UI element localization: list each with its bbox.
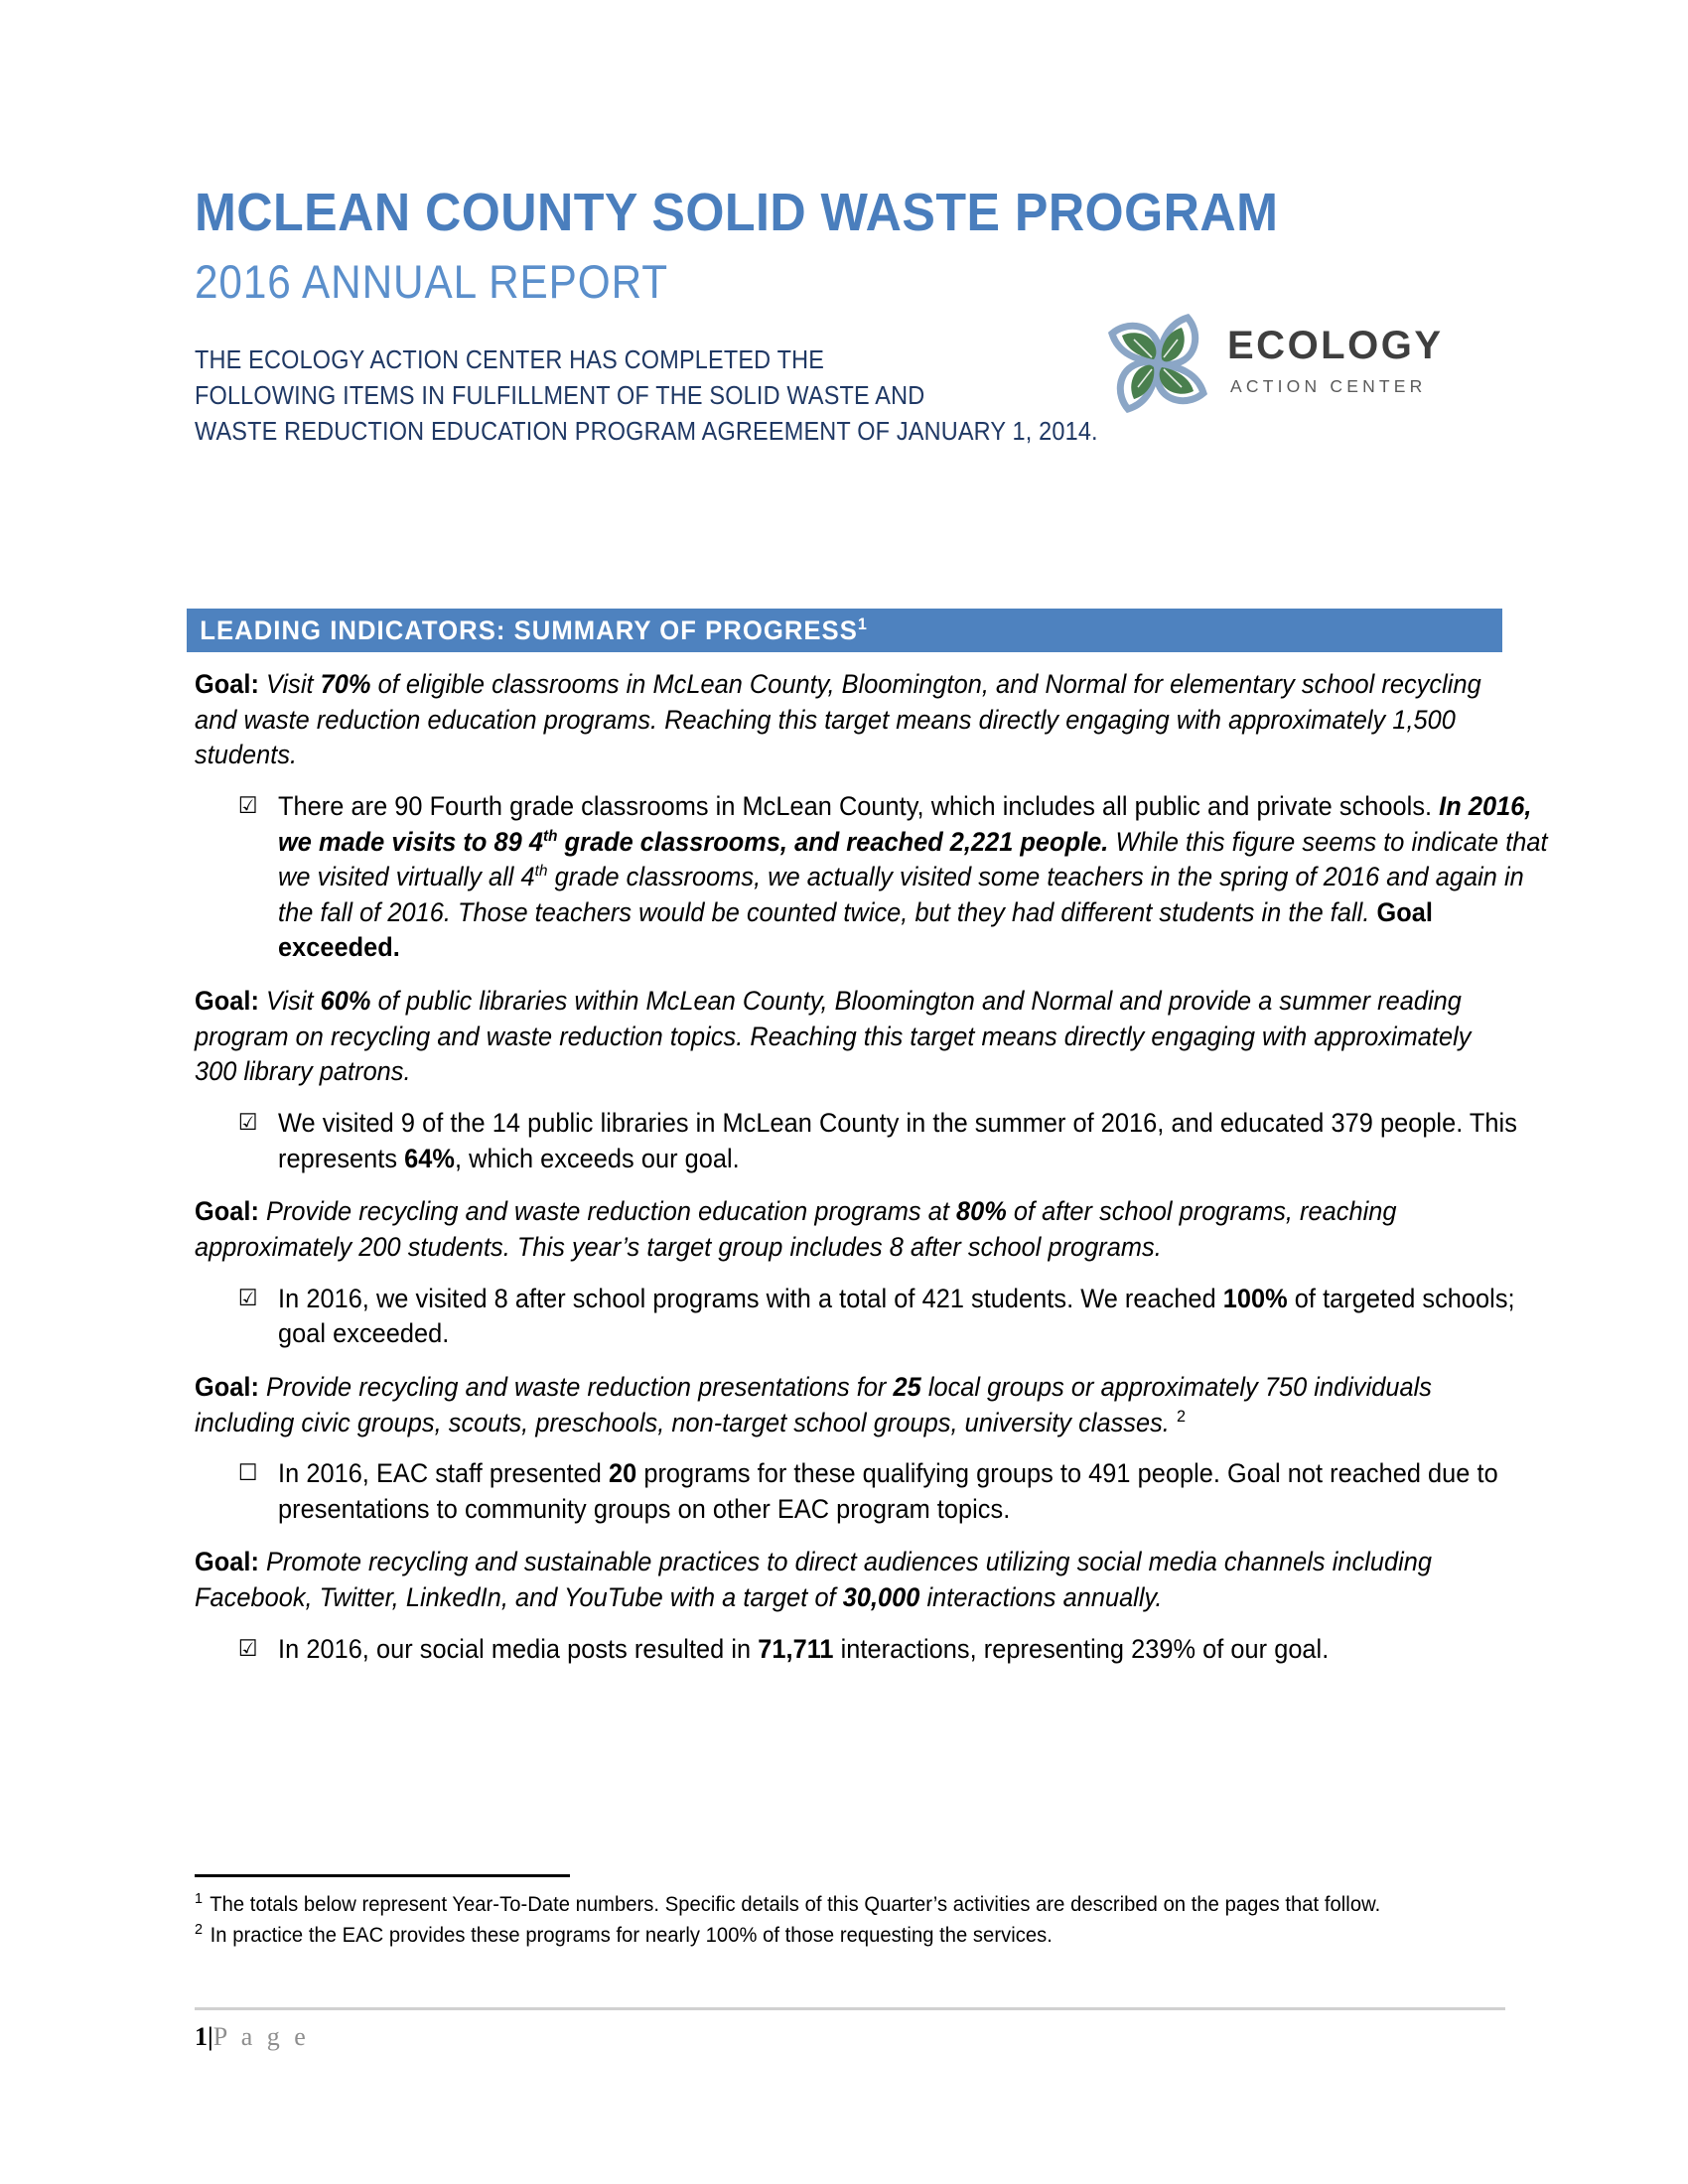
section-heading-label: LEADING INDICATORS: SUMMARY OF PROGRESS bbox=[200, 614, 858, 645]
footnote-separator-rule bbox=[195, 1874, 570, 1877]
footnote-2-marker: 2 bbox=[195, 1920, 204, 1938]
goal-statement: Goal: Visit 70% of eligible classrooms in McLean County, Bloomington, and Normal for elementary school recycling and waste reduction education programs. Reaching this target means directly engaging with approximately 1,500 students. bbox=[195, 669, 1481, 770]
goal-label: Goal: bbox=[195, 1196, 259, 1227]
footnote-1 bbox=[195, 1891, 1504, 1920]
footnote-2-text: In practice the EAC provides these programs for nearly 100% of those requesting the services. bbox=[204, 1923, 1053, 1947]
goal-result-item bbox=[195, 789, 1549, 966]
checkbox-unchecked-icon[interactable]: ☐ bbox=[237, 1460, 258, 1487]
logo-text bbox=[1227, 326, 1444, 396]
goal-label: Goal: bbox=[195, 1371, 259, 1402]
checkbox-checked-icon[interactable]: ☑ bbox=[237, 792, 258, 819]
goal-label: Goal: bbox=[195, 1547, 259, 1577]
page-footer bbox=[195, 2007, 1505, 2052]
page-subtitle: 2016 ANNUAL REPORT bbox=[195, 254, 668, 308]
goal-result-text: In 2016, our social media posts resulted in 71,711 interactions, representing 239% of our goal. bbox=[278, 1633, 1330, 1664]
checkbox-checked-icon[interactable]: ☑ bbox=[237, 1285, 258, 1311]
goal-statement: Goal: Promote recycling and sustainable practices to direct audiences utilizing social media channels including Facebook, Twitter, LinkedIn, and YouTube with a target of 30,000 interactions annually. bbox=[195, 1547, 1433, 1613]
section-heading-bar bbox=[187, 609, 1502, 652]
goal-result-text: In 2016, EAC staff presented 20 programs for these qualifying groups to 491 people. Goal not reached due to presentations to community groups on other EAC program topics. bbox=[278, 1458, 1498, 1524]
section-heading-text bbox=[187, 615, 868, 646]
footer-page-number: 1 bbox=[195, 2022, 208, 2051]
logo-tagline: ACTION CENTER bbox=[1230, 376, 1427, 396]
footnote-1-marker: 1 bbox=[195, 1890, 204, 1907]
footer-separator: | bbox=[208, 2022, 213, 2051]
report-body bbox=[195, 667, 1548, 1685]
goal-result-text: We visited 9 of the 14 public libraries in McLean County in the summer of 2016, and educated 379 people. This represents 64%, which exceeds our goal. bbox=[278, 1108, 1517, 1173]
goal-statement: Goal: Provide recycling and waste reduction presentations for 25 local groups or approximately 750 individuals including civic groups, scouts, preschools, non-target school groups, university classes. $^2$ bbox=[195, 1371, 1433, 1437]
ecology-action-center-logo bbox=[1100, 310, 1487, 429]
goal-result-text: There are 90 Fourth grade classrooms in McLean County, which includes all public and private schools. In 2016, we made visits to 89 4th grade classrooms, and reached 2,221 people. While this figure seems to indicate that we visited virtually all 4th grade classrooms, we actually visited some teachers in the spring of 2016 and again in the fall of 2016. Those teachers would be counted twice, but they had different students in the fall. Goal exceeded. bbox=[278, 790, 1548, 963]
footnote-2 bbox=[195, 1922, 1504, 1951]
header-description-line-3: WASTE REDUCTION EDUCATION PROGRAM AGREEMENT OF JANUARY 1, 2014. bbox=[195, 418, 1098, 447]
goal-statement: Goal: Visit 60% of public libraries within McLean County, Bloomington and Normal and provide a summer reading program on recycling and waste reduction topics. Reaching this target means directly engaging with approximately 300 library patrons. bbox=[195, 986, 1472, 1087]
header-description-line-1: THE ECOLOGY ACTION CENTER HAS COMPLETED THE bbox=[195, 345, 825, 374]
section-heading-footnote-marker: 1 bbox=[857, 614, 868, 633]
footer-rule bbox=[195, 2007, 1505, 2010]
footnote-1-text: The totals below represent Year-To-Date numbers. Specific details of this Quarter’s activities are described on the pages that follow. bbox=[204, 1893, 1381, 1916]
checkbox-checked-icon[interactable]: ☑ bbox=[237, 1110, 258, 1137]
logo-wordmark: ECOLOGY bbox=[1227, 324, 1444, 367]
goal-result-text: In 2016, we visited 8 after school programs with a total of 421 students. We reached 100% of targeted schools; goal exceeded. bbox=[278, 1283, 1515, 1349]
goal-result-item bbox=[195, 1632, 1549, 1668]
page-title: MCLEAN COUNTY SOLID WASTE PROGRAM bbox=[195, 183, 1279, 242]
ecology-leaf-pinwheel-icon bbox=[1100, 310, 1215, 425]
footer-page-word: P a g e bbox=[212, 2022, 310, 2051]
goal-result-item bbox=[195, 1282, 1549, 1352]
goal-result-item bbox=[195, 1106, 1549, 1176]
checkbox-checked-icon[interactable]: ☑ bbox=[237, 1635, 258, 1662]
footnote-area bbox=[195, 1874, 1505, 1953]
goal-label: Goal: bbox=[195, 986, 259, 1017]
goal-label: Goal: bbox=[195, 669, 259, 699]
footer-page-indicator bbox=[195, 2022, 1505, 2052]
goal-statement: Goal: Provide recycling and waste reduction education programs at 80% of after school programs, reaching approximately 200 students. This year’s target group includes 8 after school programs. bbox=[195, 1196, 1397, 1262]
header-description-line-2: FOLLOWING ITEMS IN FULFILLMENT OF THE SOLID WASTE AND bbox=[195, 381, 925, 410]
goal-result-item bbox=[195, 1456, 1549, 1527]
